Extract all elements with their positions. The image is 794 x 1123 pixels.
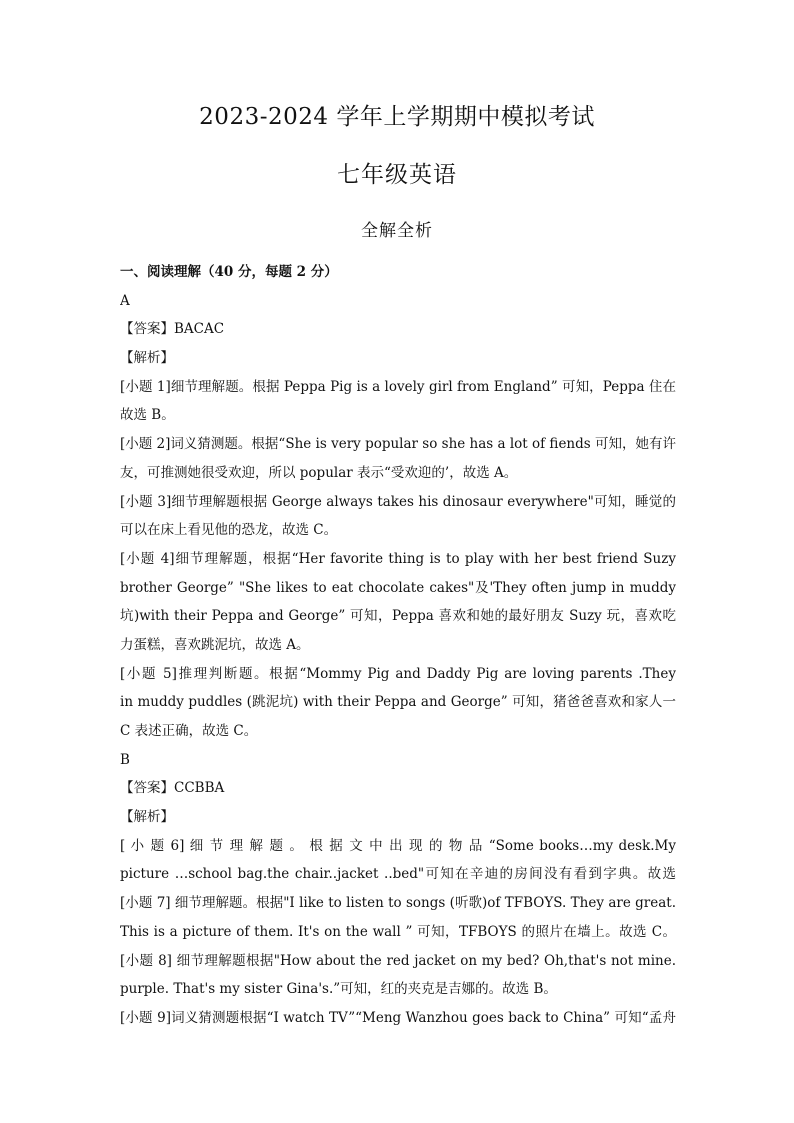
part-a-line: C 表述正确，故选 C。 [120,723,258,739]
part-a-analysis-label: 【解析】 [120,350,174,367]
part-a-line: [小题 4]细节理解题，根据“Her favorite thing is to play with her best friend Suzy [120,550,676,567]
part-b-analysis-label: 【解析】 [120,809,174,826]
part-a-line: 故选 B。 [120,407,175,424]
part-b-label: B [120,751,130,768]
part-b-line: [小题 9]词义猜测题根据“I watch TV”“Meng Wanzhou goes back to China” 可知“孟舟 [120,1009,676,1026]
part-b-line: This is a picture of them. It's on the wall ” 可知，TFBOYS 的照片在墙上。故选 C。 [120,923,676,940]
part-a-line: in muddy puddles (跳泥坑) with their Peppa and George” 可知，猪爸爸喜欢和家人一 [120,694,676,711]
part-b-line: [小题 8] 细节理解题根据"How about the red jacket on my bed? Oh,that's not mine. [120,952,676,969]
section-heading: 一、阅读理解（40 分，每题 2 分） [120,264,338,280]
part-a-line: [小题 5]推理判断题。根据“Mommy Pig and Daddy Pig are loving parents .They [120,665,676,682]
part-a-line: brother George” "She likes to eat chocolate cakes"及'They often jump in muddy [120,579,676,596]
part-a-line: 可以在床上看见他的恐龙，故选 C。 [120,522,338,539]
part-a-line: [小题 2]词义猜测题。根据“She is very popular so she has a lot of fiends 可知，她有许 [120,436,676,453]
subtitle: 全解全析 [361,221,433,241]
part-a-line: 坑)with their Peppa and George” 可知，Peppa 喜欢和她的最好朋友 Suzy 玩，喜欢吃 [120,608,676,625]
part-a-answer: 【答案】BACAC [120,321,225,338]
document-body [120,258,676,1033]
part-b-line: purple. That's my sister Gina's.”可知，红的夹克是吉娜的。故选 B。 [120,981,557,998]
part-a-line: [小题 1]细节理解题。根据 Peppa Pig is a lovely girl from England” 可知，Peppa 住在 [120,378,676,395]
part-b-line: [小题 7] 细节理解题。根据"I like to listen to songs (听歌)of TFBOYS. They are great. [120,895,676,912]
part-a-line: [小题 3]细节理解题根据 George always takes his dinosaur everywhere"可知，睡觉的 [120,493,676,510]
exam-title: 2023-2024 学年上学期期中模拟考试 [199,104,595,130]
part-b-line: [ 小 题 6] 细 节 理 解 题 。 根 据 文 中 出 现 的 物 品 “Some books…my desk.My [120,837,676,854]
part-a-line: 友，可推测她很受欢迎，所以 popular 表示“受欢迎的’，故选 A。 [120,464,518,481]
part-a-label: A [120,292,130,309]
part-b-answer: 【答案】CCBBA [120,780,225,797]
part-a-line: 力蛋糕，喜欢跳泥坑，故选 A。 [120,636,310,653]
part-b-line: picture …school bag.the chair..jacket ..bed"可知在辛迪的房间没有看到字典。故选 [120,866,676,883]
grade-subject-title: 七年级英语 [337,162,457,188]
